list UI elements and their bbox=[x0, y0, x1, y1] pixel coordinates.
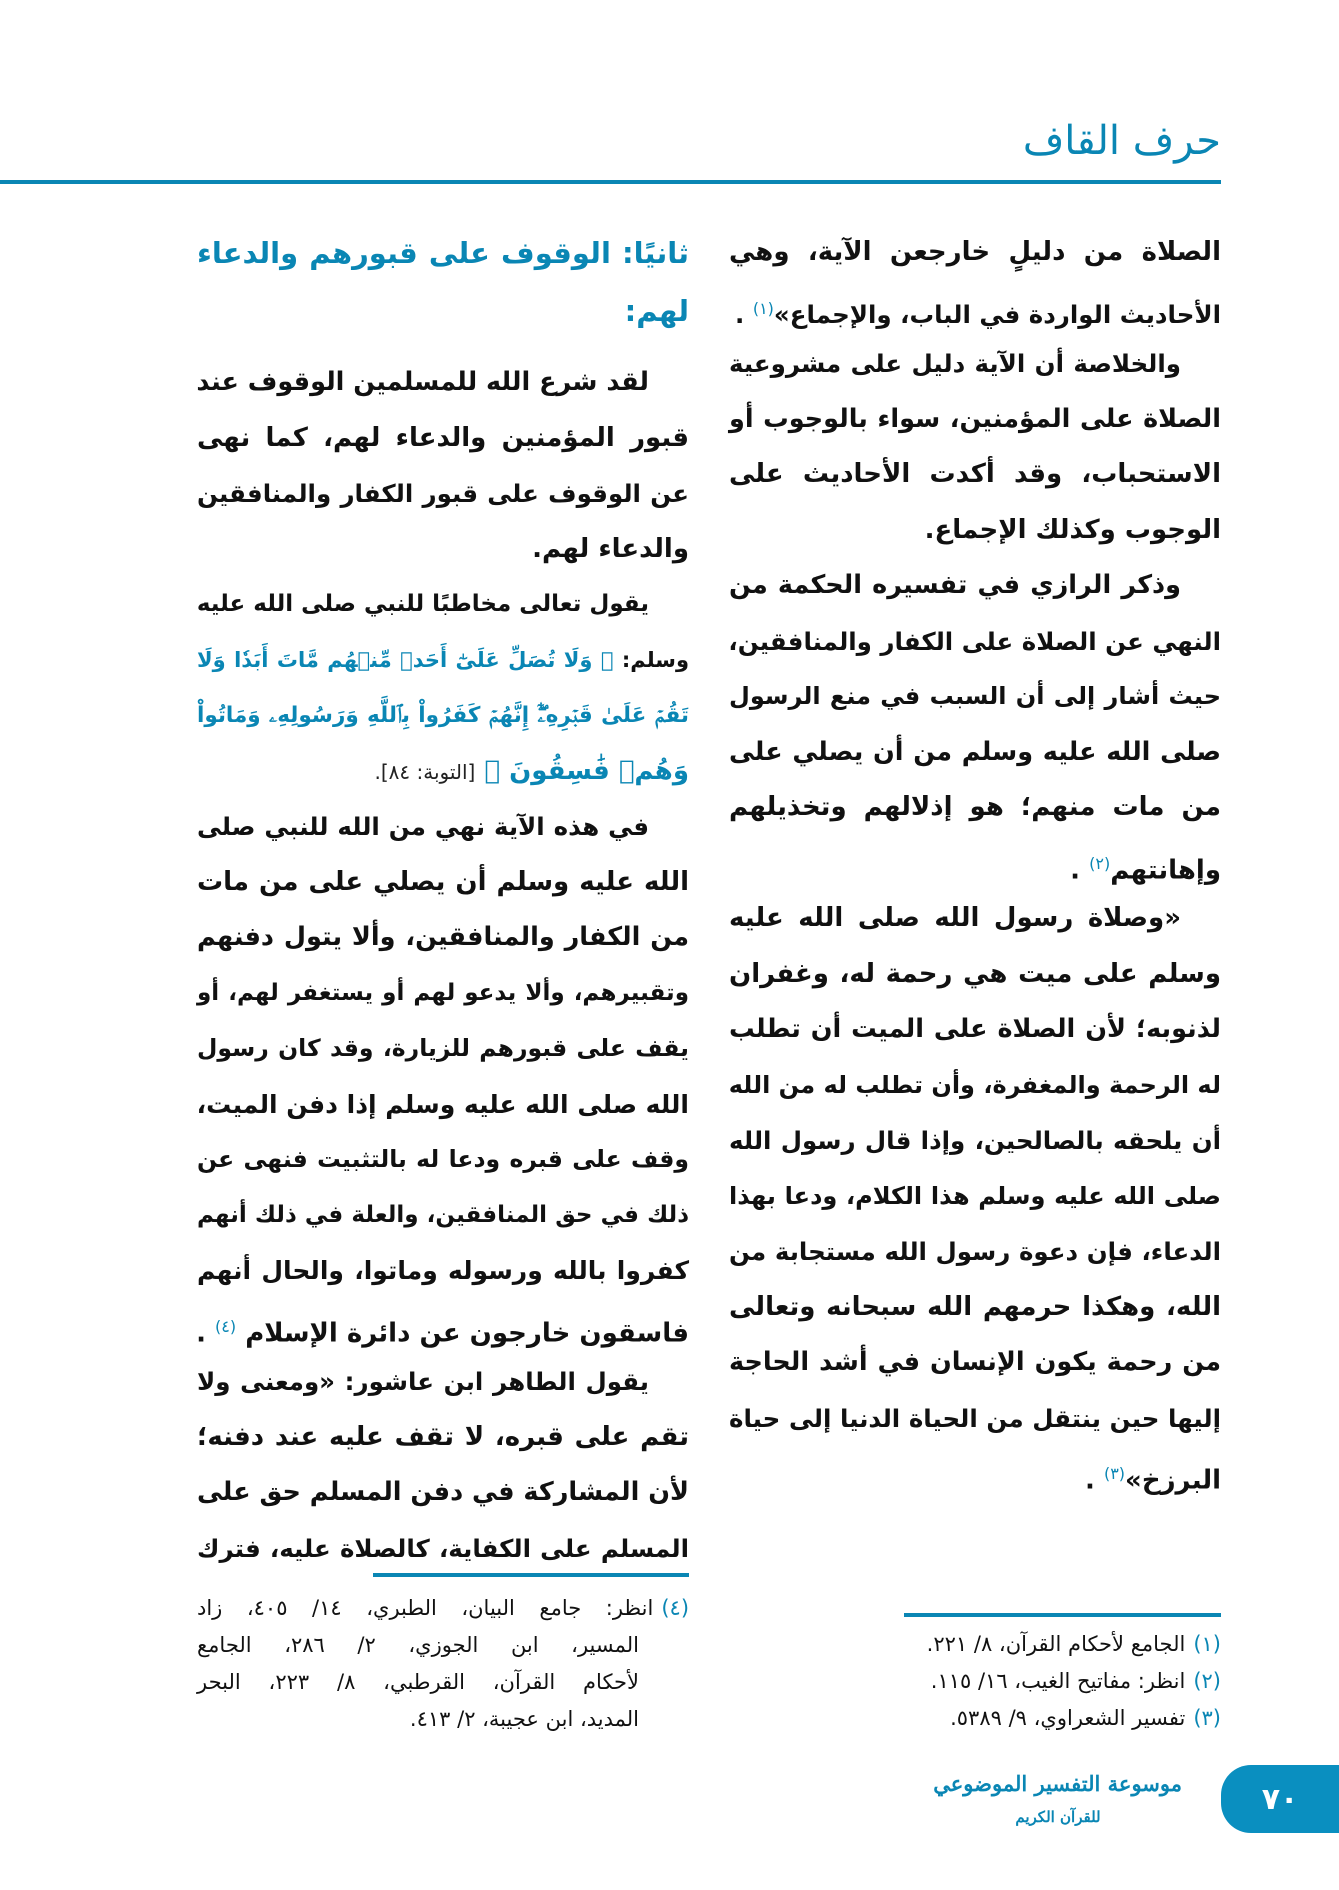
left-column bbox=[197, 355, 689, 1576]
text-line: وتقبيرهم، وألا يدعو لهم أو يستغفر لهم، أو bbox=[197, 979, 689, 1006]
footnote-ref[interactable]: (١) bbox=[752, 298, 774, 318]
text-line: لذنوبه؛ لأن الصلاة على الميت أن تطلب bbox=[729, 1014, 1221, 1044]
footnote-divider bbox=[373, 1573, 689, 1577]
text-line: حيث أشار إلى أن السبب في منع الرسول bbox=[729, 682, 1221, 710]
footnote-line: المسير، ابن الجوزي، ٢/ ٢٨٦، الجامع bbox=[197, 1633, 639, 1657]
footnote-line: لأحكام القرآن، القرطبي، ٨/ ٢٢٣، البحر bbox=[197, 1670, 639, 1694]
footnote-item: (٤)انظر: جامع البيان، الطبري، ١٤/ ٤٠٥، زاد bbox=[197, 1596, 690, 1620]
header-divider bbox=[0, 180, 1221, 184]
text-line: والخلاصة أن الآية دليل على مشروعية bbox=[729, 349, 1181, 378]
text-line: الدعاء، فإن دعوة رسول الله مستجابة من bbox=[729, 1237, 1221, 1266]
text-line: المسلم على الكفاية، كالصلاة عليه، فترك bbox=[197, 1533, 689, 1563]
text-line: يقول الطاهر ابن عاشور: «ومعنى ولا bbox=[197, 1367, 649, 1396]
text-line: ذلك في حق المنافقين، والعلة في ذلك أنهم bbox=[197, 1201, 689, 1228]
text-line: من رحمة يكون الإنسان في أشد الحاجة bbox=[729, 1347, 1221, 1377]
text-line: له الرحمة والمغفرة، وأن تطلب له من الله bbox=[728, 1070, 1221, 1099]
text-line: من الكفار والمنافقين، وألا يتول دفنهم bbox=[197, 922, 689, 952]
text-line: قبور المؤمنين والدعاء لهم، كما نهى bbox=[197, 422, 689, 453]
text-line: صلى الله عليه وسلم هذا الكلام، ودعا بهذا bbox=[729, 1181, 1221, 1210]
footnote-ref[interactable]: (٤) bbox=[215, 1316, 237, 1336]
verse-reference: [التوبة: ٨٤]. bbox=[374, 759, 476, 784]
text-line: وذكر الرازي في تفسيره الحكمة من bbox=[729, 570, 1181, 600]
text-line: وسلم على ميت هي رحمة له، وغفران bbox=[729, 958, 1221, 989]
footnote-item: (١)الجامع لأحكام القرآن، ٨/ ٢٢١. bbox=[926, 1632, 1221, 1656]
text-line: من مات منهم؛ هو إذلالهم وتخذيلهم bbox=[729, 792, 1221, 822]
text-line: صلى الله عليه وسلم من أن يصلي على bbox=[729, 736, 1221, 767]
text-line: الأحاديث الواردة في الباب، والإجماع»$^{(١)}$ . bbox=[734, 298, 1221, 329]
footnote-ref[interactable]: (٢) bbox=[1089, 853, 1111, 873]
text-line: تقم على قبره، لا تقف عليه عند دفنه؛ bbox=[197, 1421, 689, 1452]
footnote-item: (٣)تفسير الشعراوي، ٩/ ٥٣٨٩. bbox=[950, 1706, 1221, 1730]
encyclopedia-logo: موسوعة التفسير الموضوعي للقرآن الكريم bbox=[933, 1771, 1182, 1826]
text-line: الله صلى الله عليه وسلم إذا دفن الميت، bbox=[196, 1089, 689, 1119]
text-line: فاسقون خارجون عن دائرة الإسلام $^{(٤)}$ . bbox=[196, 1316, 689, 1349]
section-heading bbox=[197, 224, 689, 340]
text-line: أن يلحقه بالصالحين، وإذا قال رسول الله bbox=[729, 1126, 1221, 1155]
footnote-divider bbox=[904, 1613, 1221, 1617]
text-line: في هذه الآية نهي من الله للنبي صلى bbox=[197, 812, 649, 841]
text-line: عن الوقوف على قبور الكفار والمنافقين bbox=[197, 479, 689, 508]
text-line: وإهانتهم$^{(٢)}$ . bbox=[1070, 853, 1221, 886]
heading-line: ثانيًا: الوقوف على قبورهم والدعاء bbox=[197, 236, 689, 270]
chapter-title: حرف القاف bbox=[1022, 118, 1221, 164]
text-line: الصلاة من دليلٍ خارجعن الآية، وهي bbox=[729, 237, 1221, 267]
text-line: والدعاء لهم. bbox=[532, 533, 689, 564]
text-line: «وصلاة رسول الله صلى الله عليه bbox=[729, 903, 1181, 933]
heading-line: لهم: bbox=[624, 294, 689, 328]
quran-verse-line: وسلم: ﴿ وَلَا تُصَلِّ عَلَىٰٓ أَحَدٖ مِّنۡهُم مَّاتَ أَبَدٗا وَلَا bbox=[197, 647, 690, 672]
footnotes-left bbox=[197, 1590, 689, 1738]
footnotes-right bbox=[729, 1626, 1221, 1737]
footnote-ref[interactable]: (٣) bbox=[1103, 1464, 1126, 1483]
text-line: النهي عن الصلاة على الكفار والمنافقين، bbox=[728, 626, 1221, 656]
text-line: يقول تعالى مخاطبًا للنبي صلى الله عليه bbox=[196, 591, 649, 617]
text-line: يقف على قبورهم للزيارة، وقد كان رسول bbox=[197, 1034, 689, 1062]
text-line: لأن المشاركة في دفن المسلم حق على bbox=[197, 1477, 689, 1507]
text-line: إليها حين ينتقل من الحياة الدنيا إلى حياة bbox=[729, 1403, 1221, 1433]
text-line: الصلاة على المؤمنين، سواء بالوجوب أو bbox=[729, 403, 1221, 434]
text-line: الوجوب وكذلك الإجماع. bbox=[924, 514, 1221, 545]
text-line: الله، وهكذا حرمهم الله سبحانه وتعالى bbox=[729, 1291, 1221, 1322]
right-column bbox=[729, 225, 1221, 1502]
page-number: ٧٠ bbox=[1221, 1765, 1339, 1833]
footnote-item: (٢)انظر: مفاتيح الغيب، ١٦/ ١١٥. bbox=[930, 1669, 1221, 1693]
text-line: البرزخ»$^{(٣)}$ . bbox=[1084, 1464, 1221, 1496]
text-line: وقف على قبره ودعا له بالتثبيت فنهى عن bbox=[197, 1145, 689, 1173]
text-line: الله عليه وسلم أن يصلي على من مات bbox=[197, 866, 689, 897]
quran-verse-line: وَهُمۡ فَٰسِقُونَ ﴾ [التوبة: ٨٤]. bbox=[374, 755, 689, 786]
text-line: كفروا بالله ورسوله وماتوا، والحال أنهم bbox=[197, 1256, 689, 1285]
footnote-line: المديد، ابن عجيبة، ٢/ ٤١٣. bbox=[409, 1707, 639, 1731]
text-line: الاستحباب، وقد أكدت الأحاديث على bbox=[729, 459, 1221, 489]
quran-verse-line: تَقُمۡ عَلَىٰ قَبۡرِهِۦٓۖ إِنَّهُمۡ كَفَرُواْ بِٱللَّهِ وَرَسُولِهِۦ وَمَاتُواْ bbox=[197, 703, 689, 728]
text-line: لقد شرع الله للمسلمين الوقوف عند bbox=[196, 367, 649, 397]
